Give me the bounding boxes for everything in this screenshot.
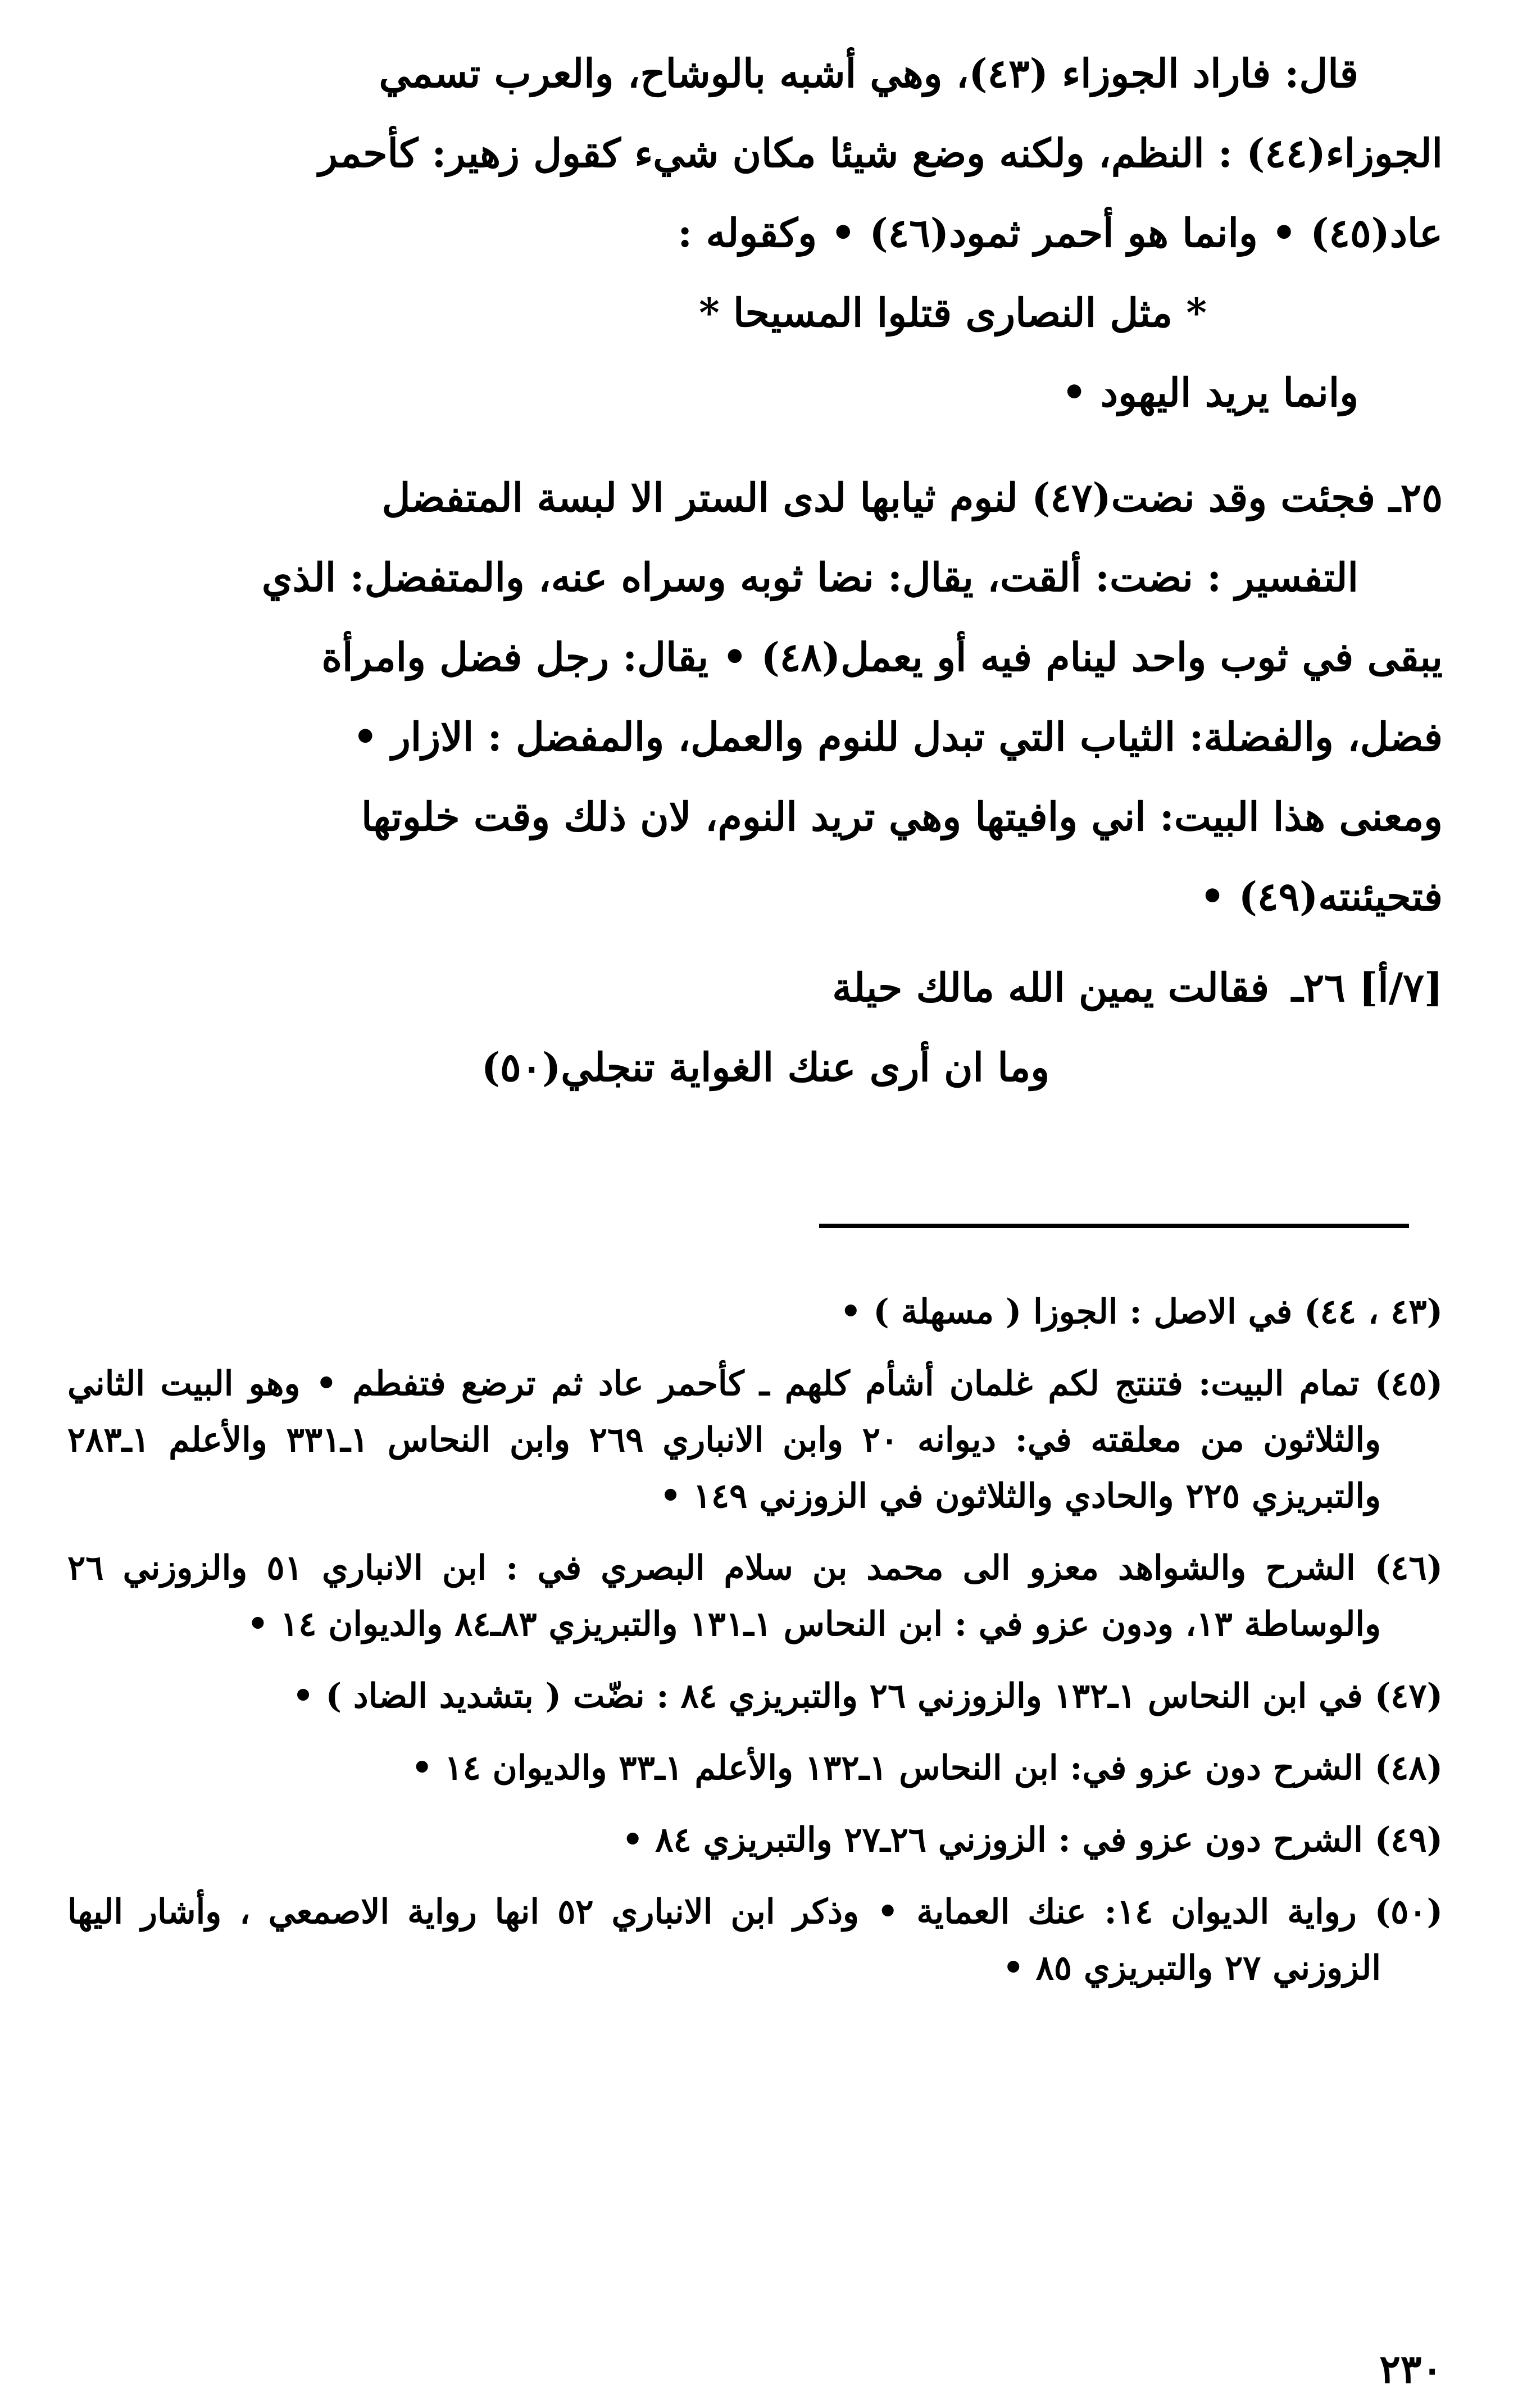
verse-26-first-hemistich: فقالت يمين الله مالك حيلة — [832, 964, 1270, 1011]
text-line: فتحيئنته(٤٩) • — [1199, 873, 1443, 920]
footnote: (٤٣ ، ٤٤) في الاصل : الجوزا ( مسهلة ) • — [840, 1292, 1443, 1332]
page-number: ٢٣٠ — [1379, 2346, 1443, 2392]
verse-26-second-hemistich: وما ان أرى عنك الغواية تنجلي(٥٠) — [481, 1044, 1049, 1091]
verse-26-ref: [٧/أ] ٢٦ـ — [1292, 964, 1443, 1011]
footnote-separator — [819, 1224, 1409, 1228]
verse-25: ٢٥ـ فجئت وقد نضت(٤٧) لنوم ثيابها لدى الستر الا لبسة المتفضل — [381, 474, 1443, 521]
footnote: (٤٧) في ابن النحاس ١ـ١٣٢ والزوزني ٢٦ والتبريزي ٨٤ : نضّت ( بتشديد الضاد ) • — [292, 1676, 1443, 1716]
text-line: وانما يريد اليهود • — [1061, 369, 1358, 416]
text-line: التفسير : نضت: ألقت، يقال: نضا ثوبه وسراه عنه، والمتفضل: الذي — [261, 554, 1358, 601]
text-line: الجوزاء(٤٤) : النظم، ولكنه وضع شيئا مكان شيء كقول زهير: كأحمر — [319, 130, 1443, 176]
footnote: (٤٦) الشرح والشواهد معزو الى محمد بن سلام البصري في : ابن الانباري ٥١ والزوزني ٢٦ والوساطة ١٣، ودون عزو في : ابن النحاس ١ـ١٣١ والتبريزي ٨٣ـ٨٤ والديوان ١٤ • — [67, 1548, 1443, 1644]
verse-26 — [67, 948, 1443, 1028]
quoted-verse: * مثل النصارى قتلوا المسيحا * — [699, 289, 1207, 336]
text-line: ومعنى هذا البيت: اني وافيتها وهي تريد النوم، لان ذلك وقت خلوتها — [361, 793, 1443, 840]
text-line: فضل، والفضلة: الثياب التي تبدل للنوم والعمل، والمفضل : الازار • — [352, 714, 1443, 760]
footnote: (٤٨) الشرح دون عزو في: ابن النحاس ١ـ١٣٢ والأعلم ١ـ٣٣ والديوان ١٤ • — [411, 1748, 1443, 1788]
footnote: (٤٩) الشرح دون عزو في : الزوزني ٢٦ـ٢٧ والتبريزي ٨٤ • — [622, 1820, 1443, 1860]
footnote: (٤٥) تمام البيت: فتنتج لكم غلمان أشأم كلهم ـ كأحمر عاد ثم ترضع فتفطم • وهو البيت الثاني والثلاثون من معلقته في: ديوانه ٢٠ وابن الانباري ٢٦٩ وابن النحاس ١ـ٣٣١ والأعلم ١ـ٢٨٣ والتبريزي ٢٢٥ والحادي والثلاثون في الزوزني ١٤٩ • — [67, 1364, 1443, 1516]
text-line: يبقى في ثوب واحد لينام فيه أو يعمل(٤٨) • يقال: رجل فضل وامرأة — [321, 634, 1443, 680]
footnote: (٥٠) رواية الديوان ١٤: عنك العماية • وذكر ابن الانباري ٥٢ انها رواية الاصمعي ، وأشار اليها الزوزني ٢٧ والتبريزي ٨٥ • — [67, 1892, 1443, 1988]
footnotes — [67, 1284, 1443, 2012]
text-line: قال: فاراد الجوزاء (٤٣)، وهي أشبه بالوشاح، والعرب تسمي — [379, 50, 1358, 97]
main-text — [67, 34, 1443, 1107]
text-line: عاد(٤٥) • وانما هو أحمر ثمود(٤٦) • وكقوله : — [678, 210, 1443, 256]
